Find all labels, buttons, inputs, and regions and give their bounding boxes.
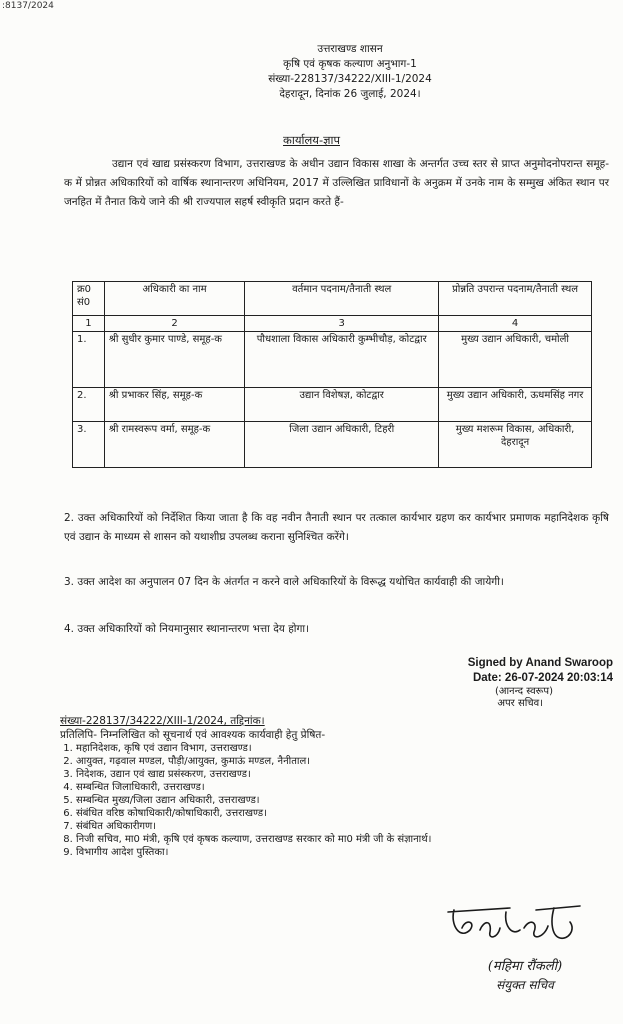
list-item: 6. संबंधित वरिष्ठ कोषाधिकारी/कोषाधिकारी, उत्तराखण्ड।: [76, 807, 610, 820]
current-posting-cell: उद्यान विशेषज्ञ, कोटद्वार: [245, 388, 439, 422]
table-row: [73, 422, 592, 468]
copy-intro: प्रतिलिपि- निम्नलिखित को सूचनार्थ एवं आवश्यक कार्यवाही हेतु प्रेषित-: [60, 729, 326, 741]
copy-list-block: [60, 714, 610, 859]
letter-number: संख्या-228137/34222/XIII-1/2024: [268, 73, 432, 85]
serial-number-cell: 2.: [73, 388, 105, 422]
list-item: 5. सम्बन्धित मुख्य/जिला उद्यान अधिकारी, उत्तराखण्ड।: [76, 794, 610, 807]
paragraph-3: 3. उक्त आदेश का अनुपालन 07 दिन के अंतर्गत न करने वाले अधिकारियों के विरूद्ध यथोचित कार्यवाही की जायेगी।: [64, 576, 504, 588]
paragraph-2: 2. उक्त अधिकारियों को निर्देशित किया जाता है कि वह नवीन तैनाती स्थान पर तत्काल कार्यभार ग्रहण कर कार्यभार प्रमाणक महानिदेशक कृषि एवं उद्यान के माध्यम से शासन को यथाशीघ्र उपलब्ध कराना सुनिश्चित करेंगे।: [64, 512, 609, 543]
signature-date: Date: 26-07-2024 20:03:14: [472, 672, 613, 684]
list-item: 7. संबंधित अधिकारीगण।: [76, 820, 610, 833]
paragraph-4: 4. उक्त अधिकारियों को नियमानुसार स्थानान्तरण भत्ता देय होगा।: [64, 623, 310, 635]
place-date: देहरादून, दिनांक 26 जुलाई, 2024।: [279, 88, 421, 100]
government-name: उत्तराखण्ड शासन: [317, 43, 383, 55]
table-column-number-row: [73, 316, 592, 332]
new-posting-cell: मुख्य मशरूम विकास, अधिकारी, देहरादून: [439, 422, 592, 468]
officer-name-cell: श्री सुधीर कुमार पाण्डे, समूह-क: [104, 332, 245, 388]
new-posting-cell: मुख्य उद्यान अधिकारी, चमोली: [439, 332, 592, 388]
table-header-cell: अधिकारी का नाम: [104, 282, 245, 316]
column-number: 4: [439, 316, 592, 332]
table-header-cell: क्र0 सं0: [73, 282, 105, 316]
table-header-cell: वर्तमान पदनाम/तैनाती स्थल: [245, 282, 439, 316]
document-reference-corner: :8137/2024: [2, 1, 54, 11]
column-number: 2: [104, 316, 245, 332]
handwritten-signature-scribble: [440, 900, 590, 950]
list-item: 4. सम्बन्धित जिलाधिकारी, उत्तराखण्ड।: [76, 781, 610, 794]
column-number: 1: [73, 316, 105, 332]
officer-name-cell: श्री रामस्वरूप वर्मा, समूह-क: [104, 422, 245, 468]
paragraph-1: उद्यान एवं खाद्य प्रसंस्करण विभाग, उत्तराखण्ड के अधीन उद्यान विकास शाखा के अन्तर्गत उच्च स्तर से प्राप्त अनुमोदनोपरान्त समूह-क में प्रोन्नत अधिकारियों को वार्षिक स्थानान्तरण अधिनियम, 2017 में उल्लिखित प्राविधानों के अनुक्रम में उनके नाम के सम्मुख अंकित स्थान पर जनहित में तैनात किये जाने की श्री राज्यपाल सहर्ष स्वीकृति प्रदान करते हैं-: [64, 158, 609, 208]
table-row: [73, 388, 592, 422]
serial-number-cell: 1.: [73, 332, 105, 388]
table-header-cell: प्रोन्नति उपरान्त पदनाम/तैनाती स्थल: [439, 282, 592, 316]
copy-number: संख्या-228137/34222/XIII-1/2024, तद्दिनांक।: [60, 715, 265, 727]
table-header-row: [73, 282, 592, 316]
list-item: 1. महानिदेशक, कृषि एवं उद्यान विभाग, उत्तराखण्ड।: [76, 742, 610, 755]
document-title: कार्यालय-ज्ञाप: [283, 133, 340, 147]
list-item: 8. निजी सचिव, मा0 मंत्री, कृषि एवं कृषक कल्याण, उत्तराखण्ड सरकार को मा0 मंत्री जी के संज्ञानार्थ।: [76, 833, 610, 846]
column-number: 3: [245, 316, 439, 332]
handwritten-name: (महिमा रौंकली): [487, 959, 563, 974]
digital-signature-block: [353, 656, 613, 710]
section-name: कृषि एवं कृषक कल्याण अनुभाग-1: [283, 58, 417, 70]
handwritten-signature-block: [450, 958, 600, 994]
list-item: 3. निदेशक, उद्यान एवं खाद्य प्रसंस्करण, उत्तराखण्ड।: [76, 768, 610, 781]
table-row: [73, 332, 592, 388]
current-posting-cell: जिला उद्यान अधिकारी, टिहरी: [245, 422, 439, 468]
officer-transfer-table: [72, 281, 592, 468]
list-item: 9. विभागीय आदेश पुस्तिका।: [76, 846, 610, 859]
list-item: 2. आयुक्त, गढ़वाल मण्डल, पौड़ी/आयुक्त, कुमाऊं मण्डल, नैनीताल।: [76, 755, 610, 768]
officer-name-cell: श्री प्रभाकर सिंह, समूह-क: [104, 388, 245, 422]
serial-number-cell: 3.: [73, 422, 105, 468]
signatory-designation: अपर सचिव।: [497, 698, 543, 709]
handwritten-designation: संयुक्त सचिव: [496, 978, 554, 992]
letter-header: [200, 42, 500, 102]
signed-by: Signed by Anand Swaroop: [467, 657, 613, 669]
current-posting-cell: पौधशाला विकास अधिकारी कुम्भीचौड़, कोटद्वार: [245, 332, 439, 388]
recipient-list: [60, 742, 610, 859]
new-posting-cell: मुख्य उद्यान अधिकारी, ऊधमसिंह नगर: [439, 388, 592, 422]
signatory-name: (आनन्द स्वरूप): [494, 686, 553, 697]
